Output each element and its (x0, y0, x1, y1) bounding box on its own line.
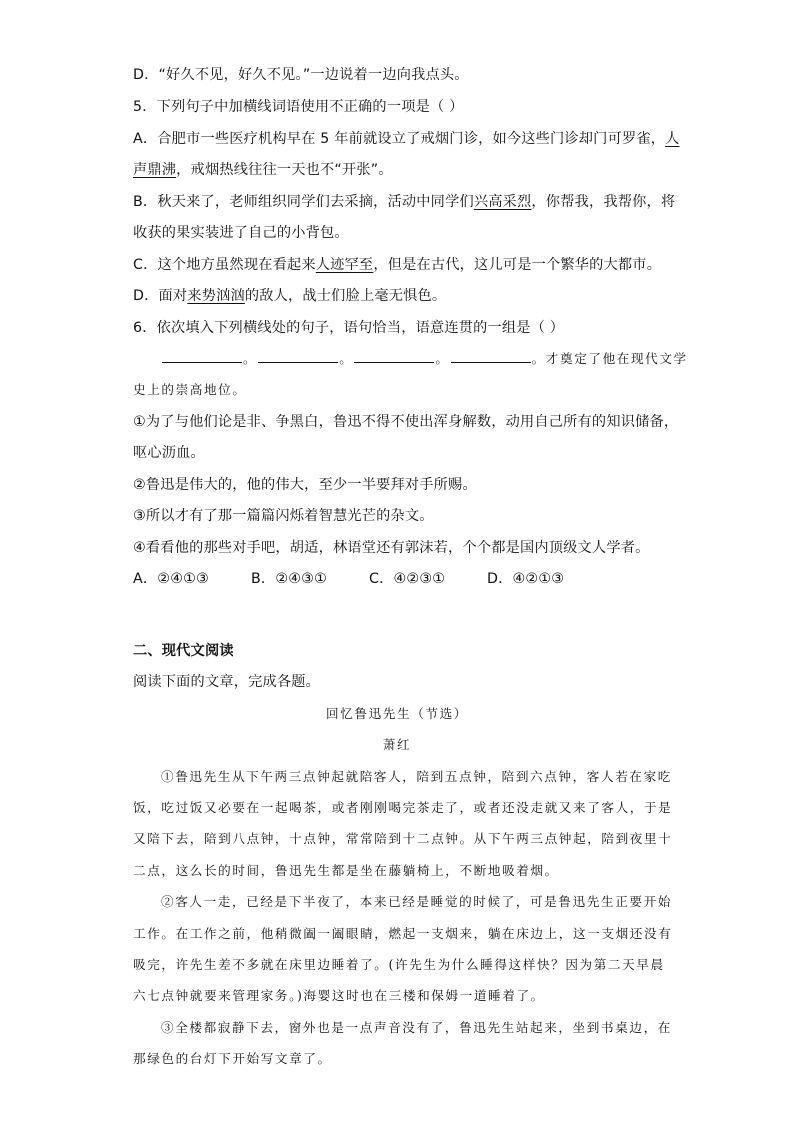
q6-fill-line: 。 。 。 。才奠定了他在现代文学 (161, 349, 663, 369)
underlined-phrase: 来势汹汹 (187, 288, 245, 304)
q5-option-a-line1: A．合肥市一些医疗机构早在 5 年前就设立了戒烟门诊，如今这些门诊却门可罗雀，人 (133, 131, 680, 147)
q4-option-d: D．“好久不见，好久不见。”一边说着一边向我点头。 (133, 67, 469, 83)
q6-option-a[interactable]: A．②④①③ (133, 571, 209, 587)
paragraph-1-line: 二点，这么长的时间，鲁迅先生都是坐在藤躺椅上，不断地吸着烟。 (133, 863, 559, 878)
underlined-phrase: 人 (665, 131, 680, 147)
q5-option-c: C．这个地方虽然现在看起来人迹罕至，但是在古代，这儿可是一个繁华的大都市。 (133, 257, 662, 273)
answer-blank[interactable] (162, 350, 242, 363)
q6-sentence-4: ④看看他的那些对手吧，胡适，林语堂还有郭沫若，个个都是国内顶级文人学者。 (133, 540, 650, 556)
q6-stem: 6．依次填入下列横线处的句子，语句恰当，语意连贯的一组是（ ） (133, 320, 565, 336)
paragraph-2-line: 六七点钟就要来管理家务。)海婴这时也在三楼和保姆一道睡着了。 (133, 988, 545, 1003)
paragraph-3-line: ③全楼都寂静下去，窗外也是一点声音没有了，鲁迅先生站起来，坐到书桌边，在 (161, 1020, 672, 1035)
q6-option-d[interactable]: D．④②①③ (487, 571, 565, 587)
q6-sentence-1-line2: 呕心沥血。 (133, 445, 205, 461)
paragraph-1-line: 又陪下去，陪到八点钟，十点钟，常常陪到十二点钟。从下午两三点钟起，陪到夜里十 (133, 831, 673, 846)
paragraph-2-line: 工作。在工作之前，他稍微阖一阖眼睛，燃起一支烟来，躺在床边上，这一支烟还没有 (133, 926, 673, 941)
answer-blank[interactable] (354, 350, 434, 363)
section-instruction: 阅读下面的文章，完成各题。 (133, 674, 321, 690)
q5-option-a-line2: 声鼎沸，戒烟热线往往一天也不“开张”。 (133, 162, 393, 178)
answer-blank[interactable] (258, 350, 338, 363)
q5-option-d: D．面对来势汹汹的敌人，战士们脸上毫无惧色。 (133, 288, 447, 304)
paragraph-2-line: 吸完，许先生差不多就在床里边睡着了。(许先生为什么睡得这样快？因为第二天早晨 (133, 957, 665, 972)
article-author: 萧红 (382, 737, 412, 752)
underlined-phrase: 人迹罕至 (315, 257, 374, 273)
q5-stem: 5．下列句子中加横线词语使用不正确的一项是（ ） (133, 99, 464, 115)
q6-sentence-1-line1: ①为了与他们论是非、争黑白，鲁迅不得不使出浑身解数，动用自己所有的知识储备， (133, 414, 679, 430)
article-title: 回忆鲁迅先生（节选） (326, 706, 468, 721)
section-heading: 二、现代文阅读 (133, 643, 234, 659)
answer-blank[interactable] (451, 350, 531, 363)
underlined-phrase: 兴高采烈 (473, 194, 532, 210)
q6-options (133, 569, 663, 589)
q6-option-c[interactable]: C．④②③① (369, 571, 446, 587)
q6-option-b[interactable]: B．②④③① (251, 571, 327, 587)
paragraph-1-line: 饭，吃过饭又必要在一起喝茶，或者刚刚喝完茶走了，或者还没走就又来了客人，于是 (133, 800, 673, 815)
q6-sentence-3: ③所以才有了那一篇篇闪烁着智慧光芒的杂文。 (133, 508, 434, 524)
paragraph-1-line: ①鲁迅先生从下午两三点钟起就陪客人，陪到五点钟，陪到六点钟，客人若在家吃 (161, 769, 672, 784)
paragraph-3-line: 那绿色的台灯下开始写文章了。 (133, 1051, 332, 1066)
underlined-phrase: 声鼎沸 (133, 162, 177, 178)
paragraph-2-line: ②客人一走，已经是下半夜了，本来已经是睡觉的时候了，可是鲁迅先生正要开始 (161, 894, 672, 909)
q6-fill-line2: 史上的崇高地位。 (133, 382, 247, 397)
q6-sentence-2: ②鲁迅是伟大的，他的伟大，至少一半要拜对手所赐。 (133, 477, 477, 493)
q5-option-b-line2: 收获的果实装进了自己的小背包。 (133, 225, 349, 241)
q5-option-b-line1: B．秋天来了，老师组织同学们去采摘，活动中同学们兴高采烈，你帮我，我帮你，将 (133, 194, 676, 210)
